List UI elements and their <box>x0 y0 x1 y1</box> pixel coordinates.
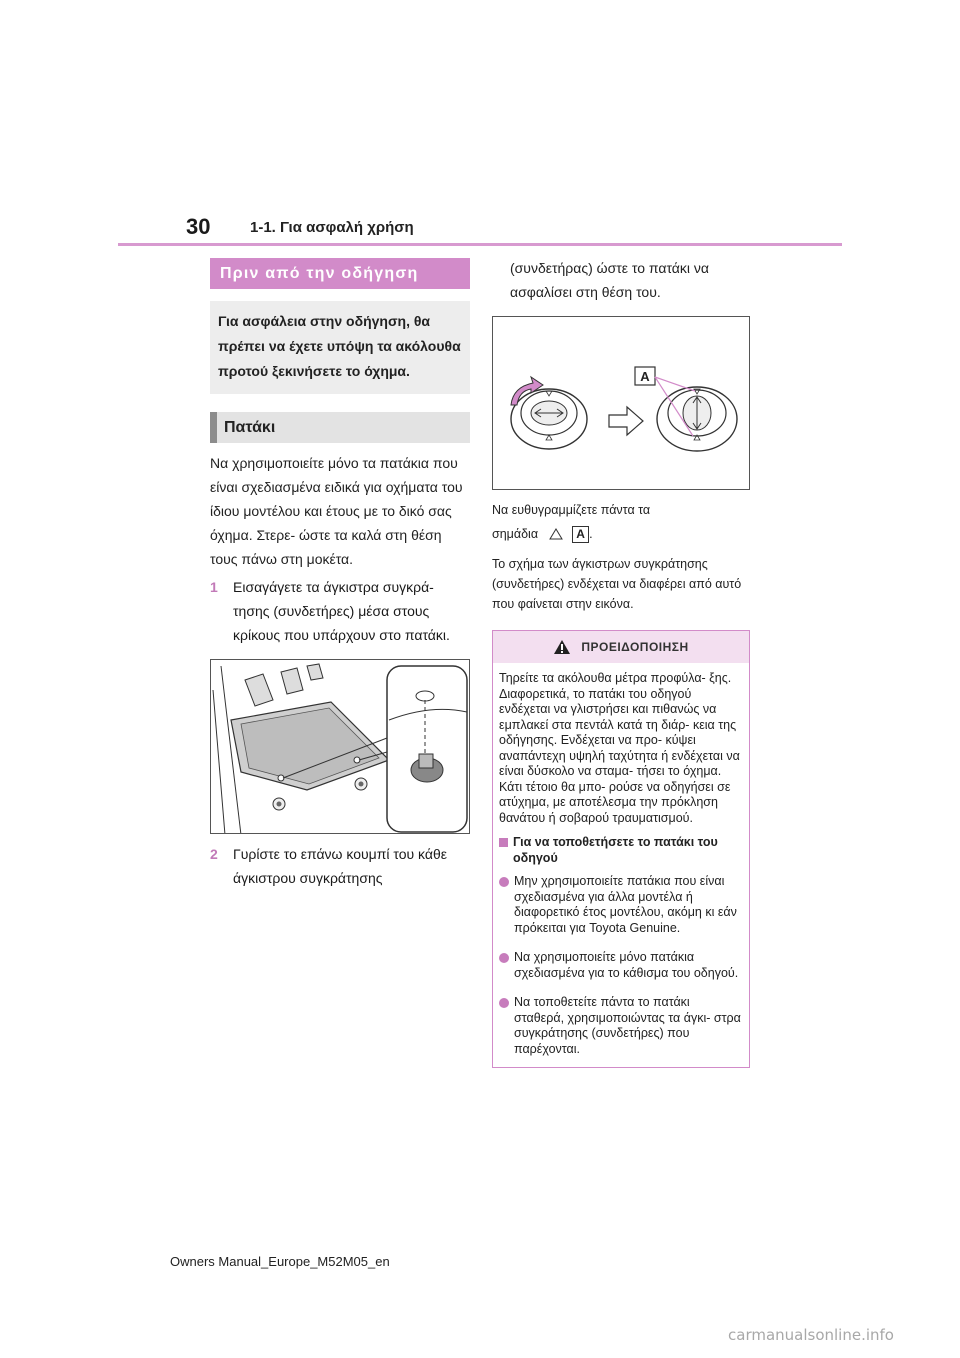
step-text: Εισαγάγετε τα άγκιστρα συγκρά- τησης (συνδετήρες) μέσα στους κρίκους που υπάρχουν στο πατάκι. <box>233 579 450 643</box>
warning-header <box>493 631 749 663</box>
warning-body <box>493 663 749 1067</box>
chapter-band: Πριν από την οδήγηση <box>210 258 470 289</box>
floor-mat-drawing <box>211 660 470 834</box>
step-number: 2 <box>210 846 218 862</box>
subsection-title: Πατάκι <box>224 419 276 436</box>
hook-alignment-illustration <box>492 316 750 490</box>
warning-subheading <box>499 835 743 866</box>
step-1 <box>210 575 470 647</box>
footer-text: Owners Manual_Europe_M52M05_en <box>170 1254 390 1269</box>
section-title: 1-1. Για ασφαλή χρήση <box>250 219 414 236</box>
caption-shape-note: Το σχήμα των άγκιστρων συγκράτησης (συνδετήρες) ενδέχεται να διαφέρει από αυτό που φαίνεται στην εικόνα. <box>492 557 742 611</box>
bullet-dot-icon <box>499 953 509 963</box>
floor-mat-illustration <box>210 659 470 834</box>
warning-item <box>499 995 743 1057</box>
warning-item <box>499 874 743 936</box>
warning-subheading-text: Για να τοποθετήσετε το πατάκι του οδηγού <box>513 835 718 865</box>
page-number: 30 <box>186 214 211 239</box>
right-column <box>492 256 750 1068</box>
warning-icon <box>553 639 571 655</box>
warning-title: ΠΡΟΕΙΔΟΠΟΙΗΣΗ <box>581 640 689 654</box>
warning-item-text: Μην χρησιμοποιείτε πατάκια που είναι σχεδιασμένα για άλλα μοντέλα ή διαφορετικό έτος μοντέλου, ακόμη κι εάν πρόκειται για Toyota Genuine. <box>514 874 737 935</box>
caption-align-marks-1: Να ευθυγραμμίζετε πάντα τα <box>492 503 651 517</box>
warning-item <box>499 950 743 981</box>
caption-align-marks-2: σημάδια <box>492 527 539 541</box>
warning-item-text: Να χρησιμοποιείτε μόνο πατάκια σχεδιασμένα για το κάθισμα του οδηγού. <box>514 950 739 980</box>
warning-box <box>492 630 750 1068</box>
bullet-dot-icon <box>499 998 509 1008</box>
square-bullet-icon <box>499 838 508 847</box>
caption-align-marks-3: . <box>589 527 593 541</box>
header-rule <box>118 243 842 246</box>
floor-mat-paragraph: Να χρησιμοποιείτε μόνο τα πατάκια που είναι σχεδιασμένα ειδικά για οχήματα του ίδιου μοντέλου και έτους με το δικό σας όχημα. Στερε- ώστε τα καλά στη θέση τους πάνω στη μοκέτα. <box>210 455 463 567</box>
intro-box: Για ασφάλεια στην οδήγηση, θα πρέπει να έχετε υπόψη τα ακόλουθα προτού ξεκινήσετε το όχημα. <box>210 301 470 394</box>
triangle-mark-icon <box>548 527 564 541</box>
hook-alignment-drawing <box>493 317 750 490</box>
warning-item-text: Να τοποθετείτε πάντα το πατάκι σταθερά, χρησιμοποιώντας τα άγκι- στρα συγκράτησης (συνδετήρες) που παρέχονται. <box>514 995 741 1056</box>
subsection-band <box>210 412 470 443</box>
caption-align-marks-line <box>492 524 750 544</box>
figure-label-a: A <box>640 369 650 384</box>
warning-intro: Τηρείτε τα ακόλουθα μέτρα προφύλα- ξης. Διαφορετικά, το πατάκι του οδηγού ενδέχεται να γλιστρήσει και πιθανώς να εμπλακεί στα πεντάλ κατά τη διάρ- κεια της οδήγησης. Ενδέχεται να προ- κύψει αναπάντεχη υψηλή ταχύτητα ή ενδέχεται να είναι δύσκολο να σταμα- τήσει το όχημα. Κάτι τέτοιο θα μπο- ρούσε να οδηγήσει σε ατύχημα, με αποτέλεσμα την πρόκληση θανάτου ή σοβαρού τραυματισμού. <box>499 671 740 825</box>
subsection-bar <box>210 412 217 443</box>
step-text: Γυρίστε το επάνω κουμπί του κάθε άγκιστρου συγκράτησης <box>233 846 447 886</box>
step-number: 1 <box>210 579 218 595</box>
watermark: carmanualsonline.info <box>728 1326 894 1344</box>
left-column <box>210 258 470 890</box>
mark-a-box: A <box>572 526 589 543</box>
step-2-continuation: (συνδετήρας) ώστε το πατάκι να ασφαλίσει στη θέση του. <box>510 260 709 300</box>
bullet-dot-icon <box>499 877 509 887</box>
step-2 <box>210 842 470 890</box>
